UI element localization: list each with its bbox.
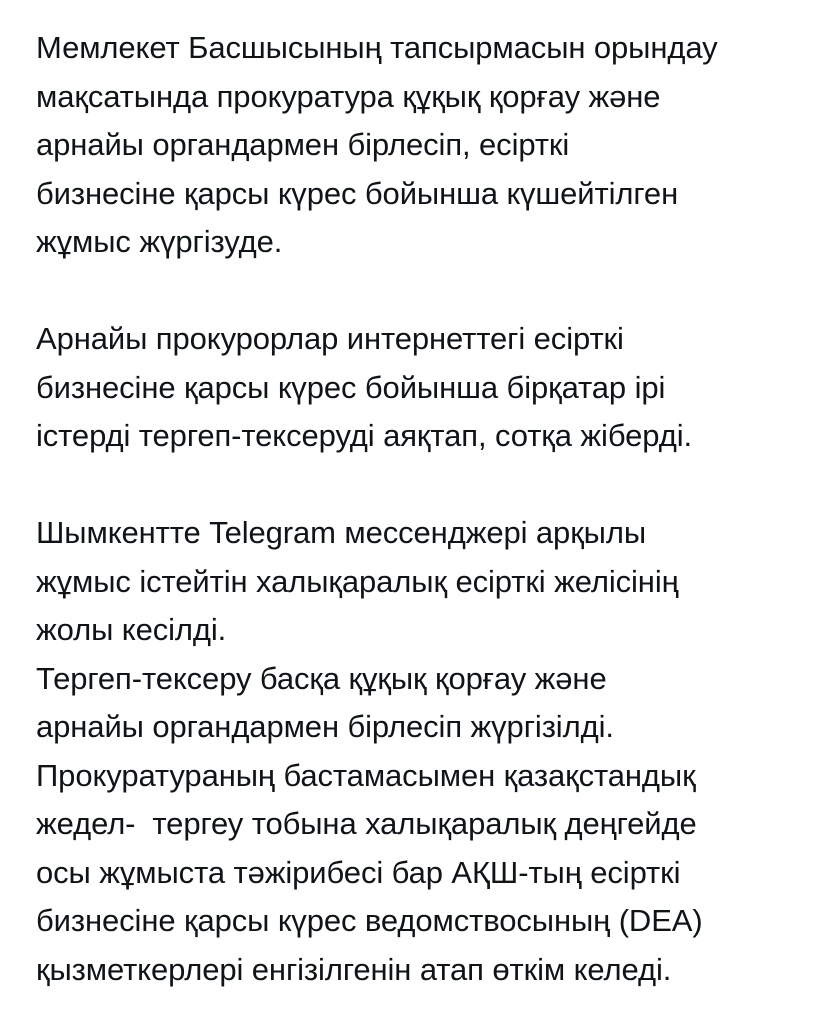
text-line: істерді тергеп-тексеруді аяқтап, сотқа жіберді. — [36, 418, 693, 453]
text-line: жұмыс істейтін халықаралық есірткі желісінің — [36, 563, 679, 599]
paragraph-1 — [36, 24, 816, 267]
paragraph-3 — [36, 509, 816, 994]
text-line: бизнесіне қарсы күрес бойынша күшейтілген — [36, 175, 679, 211]
text-line: осы жұмыста тәжірибесі бар АҚШ-тың есірткі — [36, 854, 681, 890]
text-line: арнайы органдармен бірлесіп, есірткі — [36, 127, 570, 162]
text-line: жедел- тергеу тобына халықаралық деңгейде — [36, 806, 697, 841]
post-text — [36, 24, 816, 994]
text-line: Шымкентте Telegram мессенджері арқылы — [36, 515, 647, 550]
paragraph-2 — [36, 315, 816, 461]
text-line: бизнесіне қарсы күрес бойынша бірқатар ірі — [36, 369, 666, 405]
text-line: жолы кесілді. — [36, 612, 227, 647]
paragraph-gap — [36, 461, 816, 510]
text-line: арнайы органдармен бірлесіп жүргізілді. — [36, 709, 614, 744]
text-line: Прокуратураның бастамасымен қазақстандық — [36, 757, 696, 793]
text-line: бизнесіне қарсы күрес ведомствосының (DEA) — [36, 903, 703, 938]
text-line: Мемлекет Басшысының тапсырмасын орындау — [36, 30, 718, 65]
paragraph-gap — [36, 267, 816, 316]
text-line: жұмыс жүргізуде. — [36, 224, 283, 259]
text-line: Арнайы прокурорлар интернеттегі есірткі — [36, 321, 624, 356]
text-line: Тергеп-тексеру басқа құқық қорғау және — [36, 660, 607, 696]
text-line: мақсатында прокуратура құқық қорғау және — [36, 78, 661, 114]
text-line: қызметкерлері енгізілгенін атап өткім келеді. — [36, 951, 672, 987]
